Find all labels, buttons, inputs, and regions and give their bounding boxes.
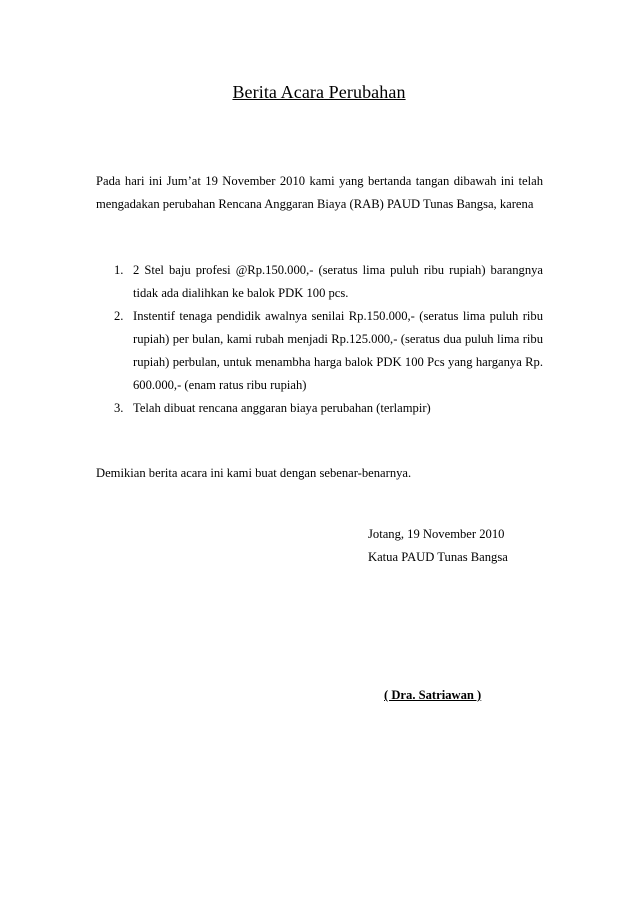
list-item-number: 1. — [114, 263, 124, 277]
list-item — [96, 259, 543, 305]
signature-place-date: Jotang, 19 November 2010 — [368, 527, 505, 541]
list-item-number: 2. — [114, 309, 124, 323]
signature-position: Katua PAUD Tunas Bangsa — [368, 550, 508, 564]
list-item — [96, 305, 543, 397]
closing-paragraph: Demikian berita acara ini kami buat dengan sebenar-benarnya. — [96, 466, 412, 480]
list-item-text: Instentif tenaga pendidik awalnya senilai Rp.150.000,- (seratus lima puluh ribu rupiah) per bulan, kami rubah menjadi Rp.125.000,- (seratus dua puluh lima ribu rupiah) perbulan, untuk menambha harga balok PDK 100 Pcs yang harganya Rp. 600.000,- (enam ratus ribu rupiah) — [133, 309, 543, 392]
list-item — [96, 397, 543, 420]
signature-name: ( Dra. Satriawan ) — [384, 688, 482, 702]
intro-paragraph: Pada hari ini Jum’at 19 November 2010 kami yang bertanda tangan dibawah ini telah mengadakan perubahan Rencana Anggaran Biaya (RAB) PAUD Tunas Bangsa, karena — [96, 174, 543, 211]
list-item-text: 2 Stel baju profesi @Rp.150.000,- (seratus lima puluh ribu rupiah) barangnya tidak ada dialihkan ke balok PDK 100 pcs. — [133, 263, 543, 300]
change-list — [96, 259, 543, 420]
document-title: Berita Acara Perubahan — [232, 82, 406, 102]
list-item-text: Telah dibuat rencana anggaran biaya perubahan (terlampir) — [133, 401, 431, 415]
list-item-number: 3. — [114, 401, 124, 415]
